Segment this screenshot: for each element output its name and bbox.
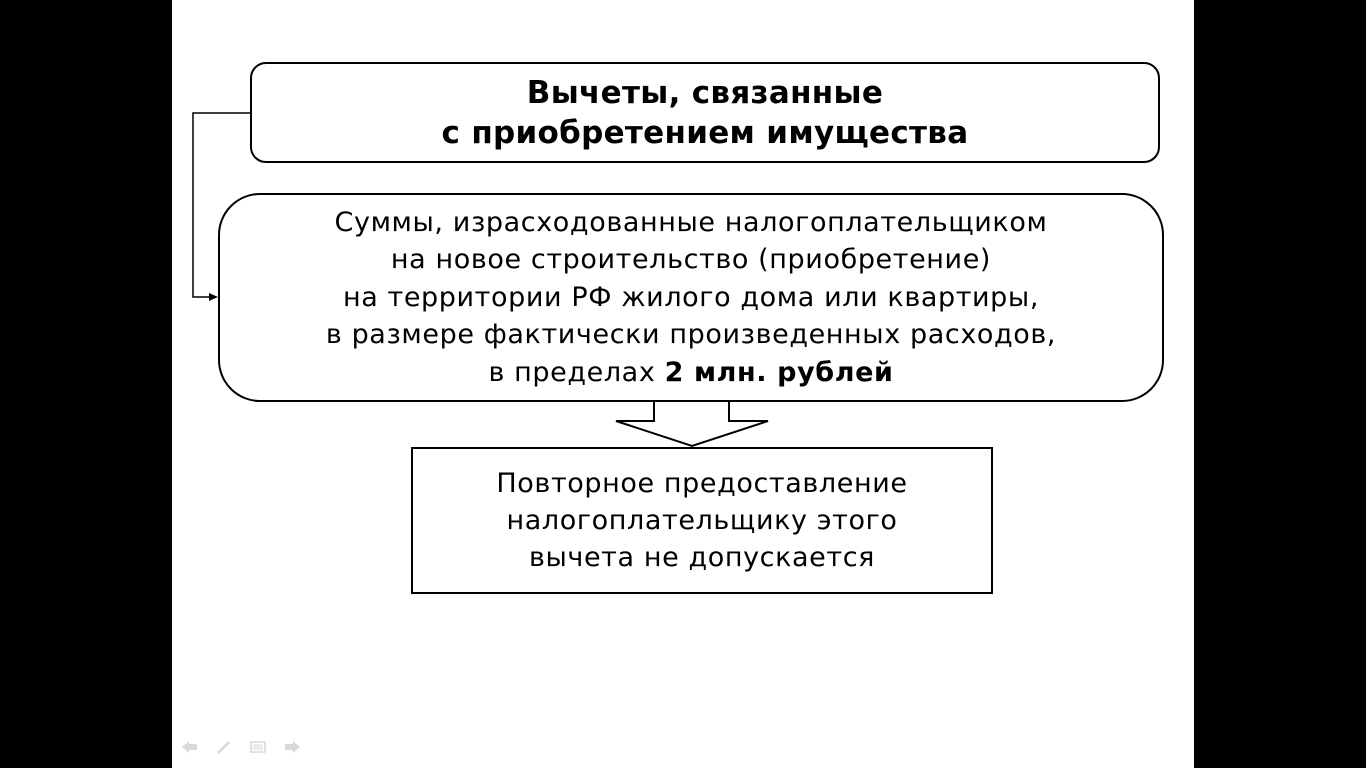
- title-line: с приобретением имущества: [441, 114, 969, 151]
- title-box: [250, 62, 1160, 163]
- main-limit-amount: 2 млн. рублей: [664, 356, 894, 388]
- menu-icon[interactable]: [248, 738, 268, 756]
- result-line: вычета не допускается: [528, 542, 876, 573]
- main-line: Суммы, израсходованные налогоплательщиком: [334, 206, 1048, 238]
- result-line: Повторное предоставление: [496, 468, 908, 499]
- result-box: [411, 447, 993, 594]
- result-line: налогоплательщику этого: [506, 505, 898, 536]
- connector-arrowhead: [209, 293, 218, 301]
- main-line: в размере фактически произведенных расходов,: [325, 319, 1057, 351]
- main-limit-prefix: в пределах: [488, 356, 665, 388]
- title-text: [442, 73, 969, 153]
- result-text: [496, 465, 907, 576]
- arrow-right-icon[interactable]: [282, 738, 302, 756]
- pen-icon[interactable]: [214, 738, 234, 756]
- slide-nav: [180, 738, 302, 756]
- main-line-last: [326, 354, 1056, 392]
- main-box: [218, 193, 1164, 402]
- slide: [172, 0, 1194, 768]
- arrow-left-icon[interactable]: [180, 738, 200, 756]
- main-line: на территории РФ жилого дома или квартиры,: [342, 281, 1040, 313]
- main-text: [326, 204, 1056, 392]
- title-line: Вычеты, связанные: [526, 74, 884, 111]
- main-line: на новое строительство (приобретение): [390, 244, 992, 276]
- down-arrow: [616, 400, 768, 446]
